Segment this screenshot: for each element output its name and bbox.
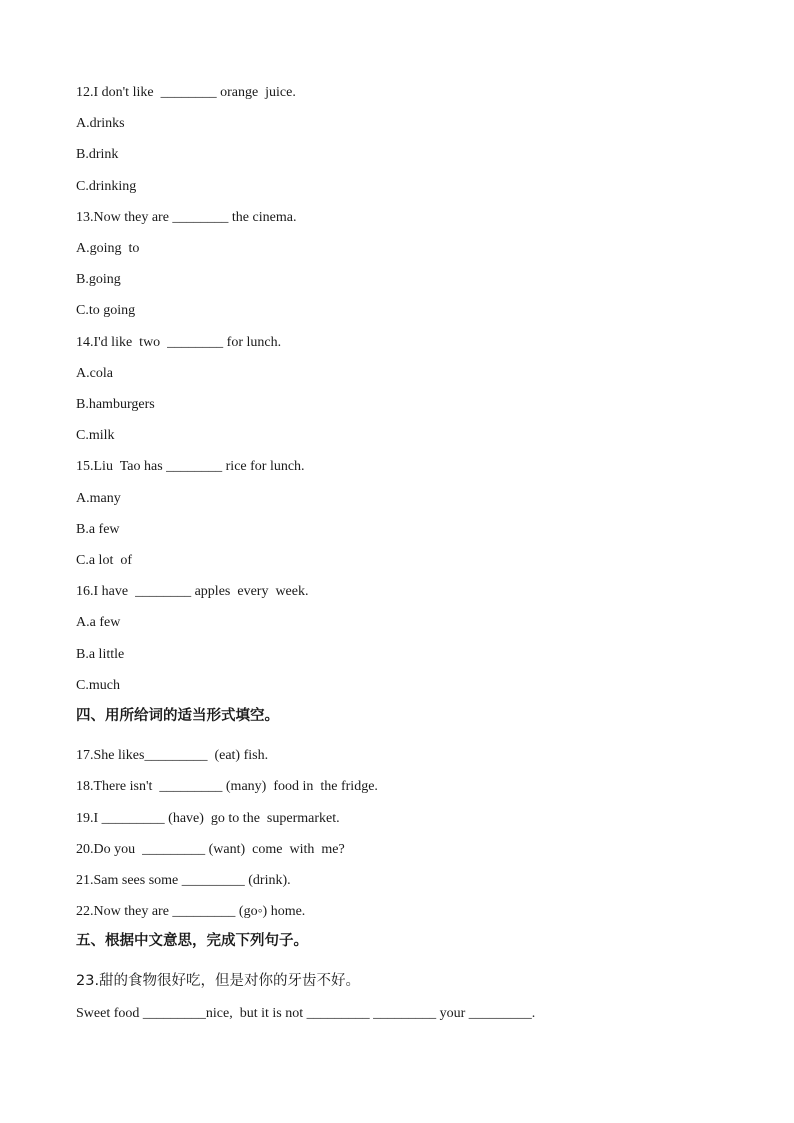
question-23-chinese: 23.甜的食物很好吃，但是对你的牙齿不好。 — [76, 973, 361, 989]
question-12-option-c: C.drinking — [76, 179, 137, 194]
section-4-heading: 四、用所给词的适当形式填空。 — [76, 708, 279, 724]
question-16-option-c: C.much — [76, 678, 120, 693]
question-22: 22.Now they are _________ (go◦) home. — [76, 904, 306, 919]
question-18: 18.There isn't _________ (many) food in the fridge. — [76, 779, 378, 794]
section-5-heading: 五、根据中文意思，完成下列句子。 — [76, 933, 308, 949]
question-13-stem: 13.Now they are ________ the cinema. — [76, 210, 297, 225]
question-16-option-a: A.a few — [76, 615, 121, 630]
question-19: 19.I _________ (have) go to the supermarket. — [76, 811, 340, 826]
question-13-option-c: C.to going — [76, 303, 136, 318]
question-14-option-b: B.hamburgers — [76, 397, 155, 412]
question-12-stem: 12.I don't like ________ orange juice. — [76, 85, 296, 100]
question-13-option-a: A.going to — [76, 241, 140, 256]
question-17: 17.She likes_________ (eat) fish. — [76, 748, 269, 763]
question-14-stem: 14.I'd like two ________ for lunch. — [76, 335, 282, 350]
question-23-english: Sweet food _________nice, but it is not _________ _________ your _________. — [76, 1006, 536, 1021]
question-15-option-b: B.a few — [76, 522, 120, 537]
question-16-option-b: B.a little — [76, 647, 125, 662]
question-15-option-a: A.many — [76, 491, 121, 506]
question-15-option-c: C.a lot of — [76, 553, 132, 568]
question-20: 20.Do you _________ (want) come with me? — [76, 842, 345, 857]
question-12-option-b: B.drink — [76, 147, 119, 162]
question-16-stem: 16.I have ________ apples every week. — [76, 584, 309, 599]
question-12-option-a: A.drinks — [76, 116, 125, 131]
question-21: 21.Sam sees some _________ (drink). — [76, 873, 291, 888]
question-15-stem: 15.Liu Tao has ________ rice for lunch. — [76, 459, 305, 474]
question-14-option-c: C.milk — [76, 428, 115, 443]
question-13-option-b: B.going — [76, 272, 121, 287]
question-14-option-a: A.cola — [76, 366, 113, 381]
